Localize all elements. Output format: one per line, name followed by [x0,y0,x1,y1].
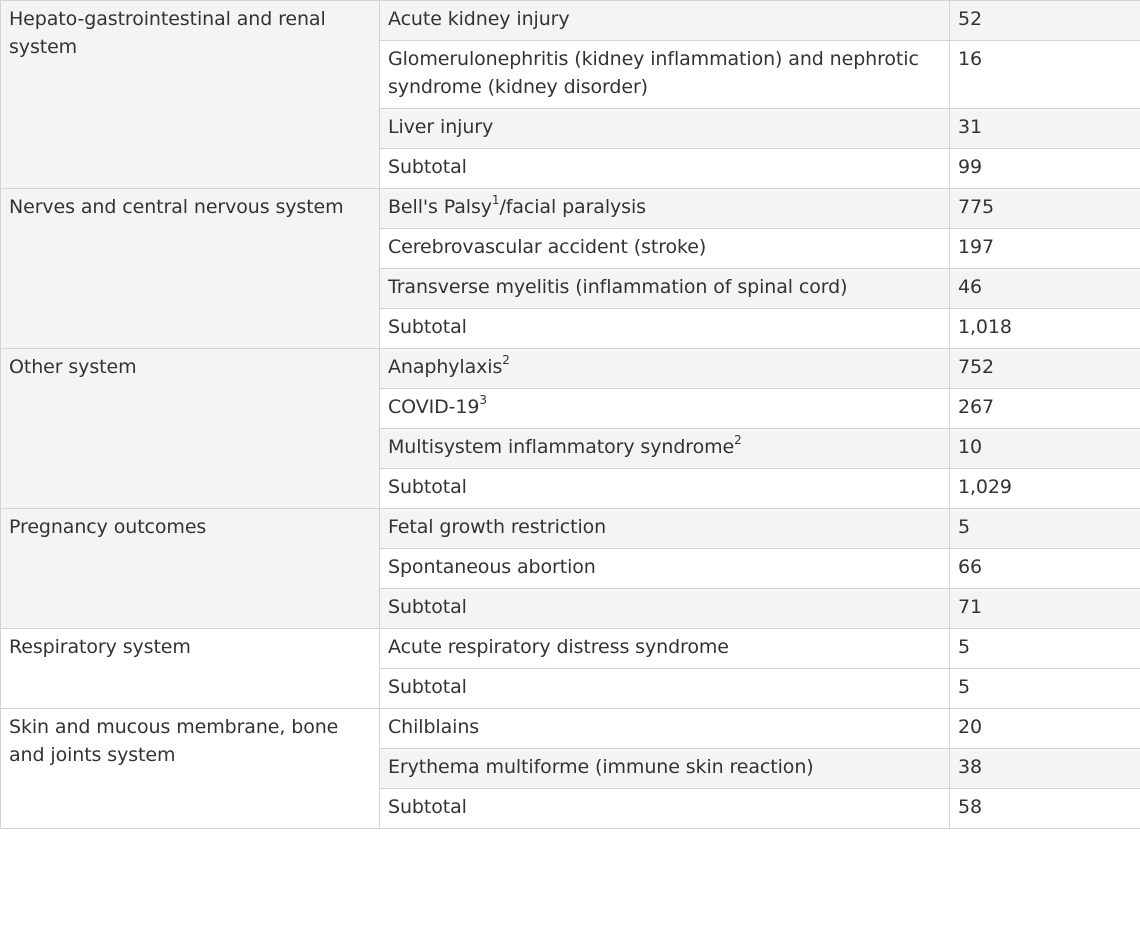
category-cell: Hepato-gastrointestinal and renal system [1,1,380,189]
table-row [1,629,1140,669]
subtotal-value-cell: 1,018 [950,309,1140,349]
value-cell: 5 [950,629,1140,669]
value-cell: 775 [950,189,1140,229]
category-cell: Pregnancy outcomes [1,509,380,629]
item-cell: Acute respiratory distress syndrome [380,629,950,669]
item-cell: COVID-$19^3$ [380,389,950,429]
footnote-marker: 2 [734,432,742,447]
table-row [1,189,1140,229]
category-cell: Respiratory system [1,629,380,709]
item-cell: Erythema multiforme (immune skin reaction) [380,749,950,789]
value-cell: 38 [950,749,1140,789]
item-cell: Glomerulonephritis (kidney inflammation) and nephrotic syndrome (kidney disorder) [380,41,950,109]
item-cell: Transverse myelitis (inflammation of spinal cord) [380,269,950,309]
item-cell: Acute kidney injury [380,1,950,41]
value-cell: 10 [950,429,1140,469]
value-cell: 31 [950,109,1140,149]
item-cell: Bell's Palsy$^1$/facial paralysis [380,189,950,229]
item-cell: Spontaneous abortion [380,549,950,589]
category-cell: Skin and mucous membrane, bone and joints system [1,709,380,829]
value-cell: 52 [950,1,1140,41]
item-cell: Multisystem inflammatory syndrome$^2$ [380,429,950,469]
value-cell: 5 [950,509,1140,549]
footnote-marker: 2 [502,352,510,367]
subtotal-cell: Subtotal [380,469,950,509]
value-cell: 46 [950,269,1140,309]
subtotal-cell: Subtotal [380,789,950,829]
table-row [1,709,1140,749]
table-row [1,1,1140,41]
value-cell: 16 [950,41,1140,109]
subtotal-value-cell: 1,029 [950,469,1140,509]
item-cell: Chilblains [380,709,950,749]
subtotal-cell: Subtotal [380,589,950,629]
category-cell: Other system [1,349,380,509]
category-cell: Nerves and central nervous system [1,189,380,349]
subtotal-cell: Subtotal [380,149,950,189]
subtotal-value-cell: 5 [950,669,1140,709]
subtotal-cell: Subtotal [380,669,950,709]
value-cell: 752 [950,349,1140,389]
subtotal-value-cell: 71 [950,589,1140,629]
value-cell: 20 [950,709,1140,749]
value-cell: 197 [950,229,1140,269]
value-cell: 66 [950,549,1140,589]
item-cell: Liver injury [380,109,950,149]
subtotal-value-cell: 58 [950,789,1140,829]
item-cell: Anaphylaxis$^2$ [380,349,950,389]
table-row [1,509,1140,549]
subtotal-cell: Subtotal [380,309,950,349]
item-cell: Fetal growth restriction [380,509,950,549]
footnote-marker: 3 [479,392,487,407]
footnote-marker: 1 [491,192,500,207]
subtotal-value-cell: 99 [950,149,1140,189]
item-cell: Cerebrovascular accident (stroke) [380,229,950,269]
table-row [1,349,1140,389]
value-cell: 267 [950,389,1140,429]
